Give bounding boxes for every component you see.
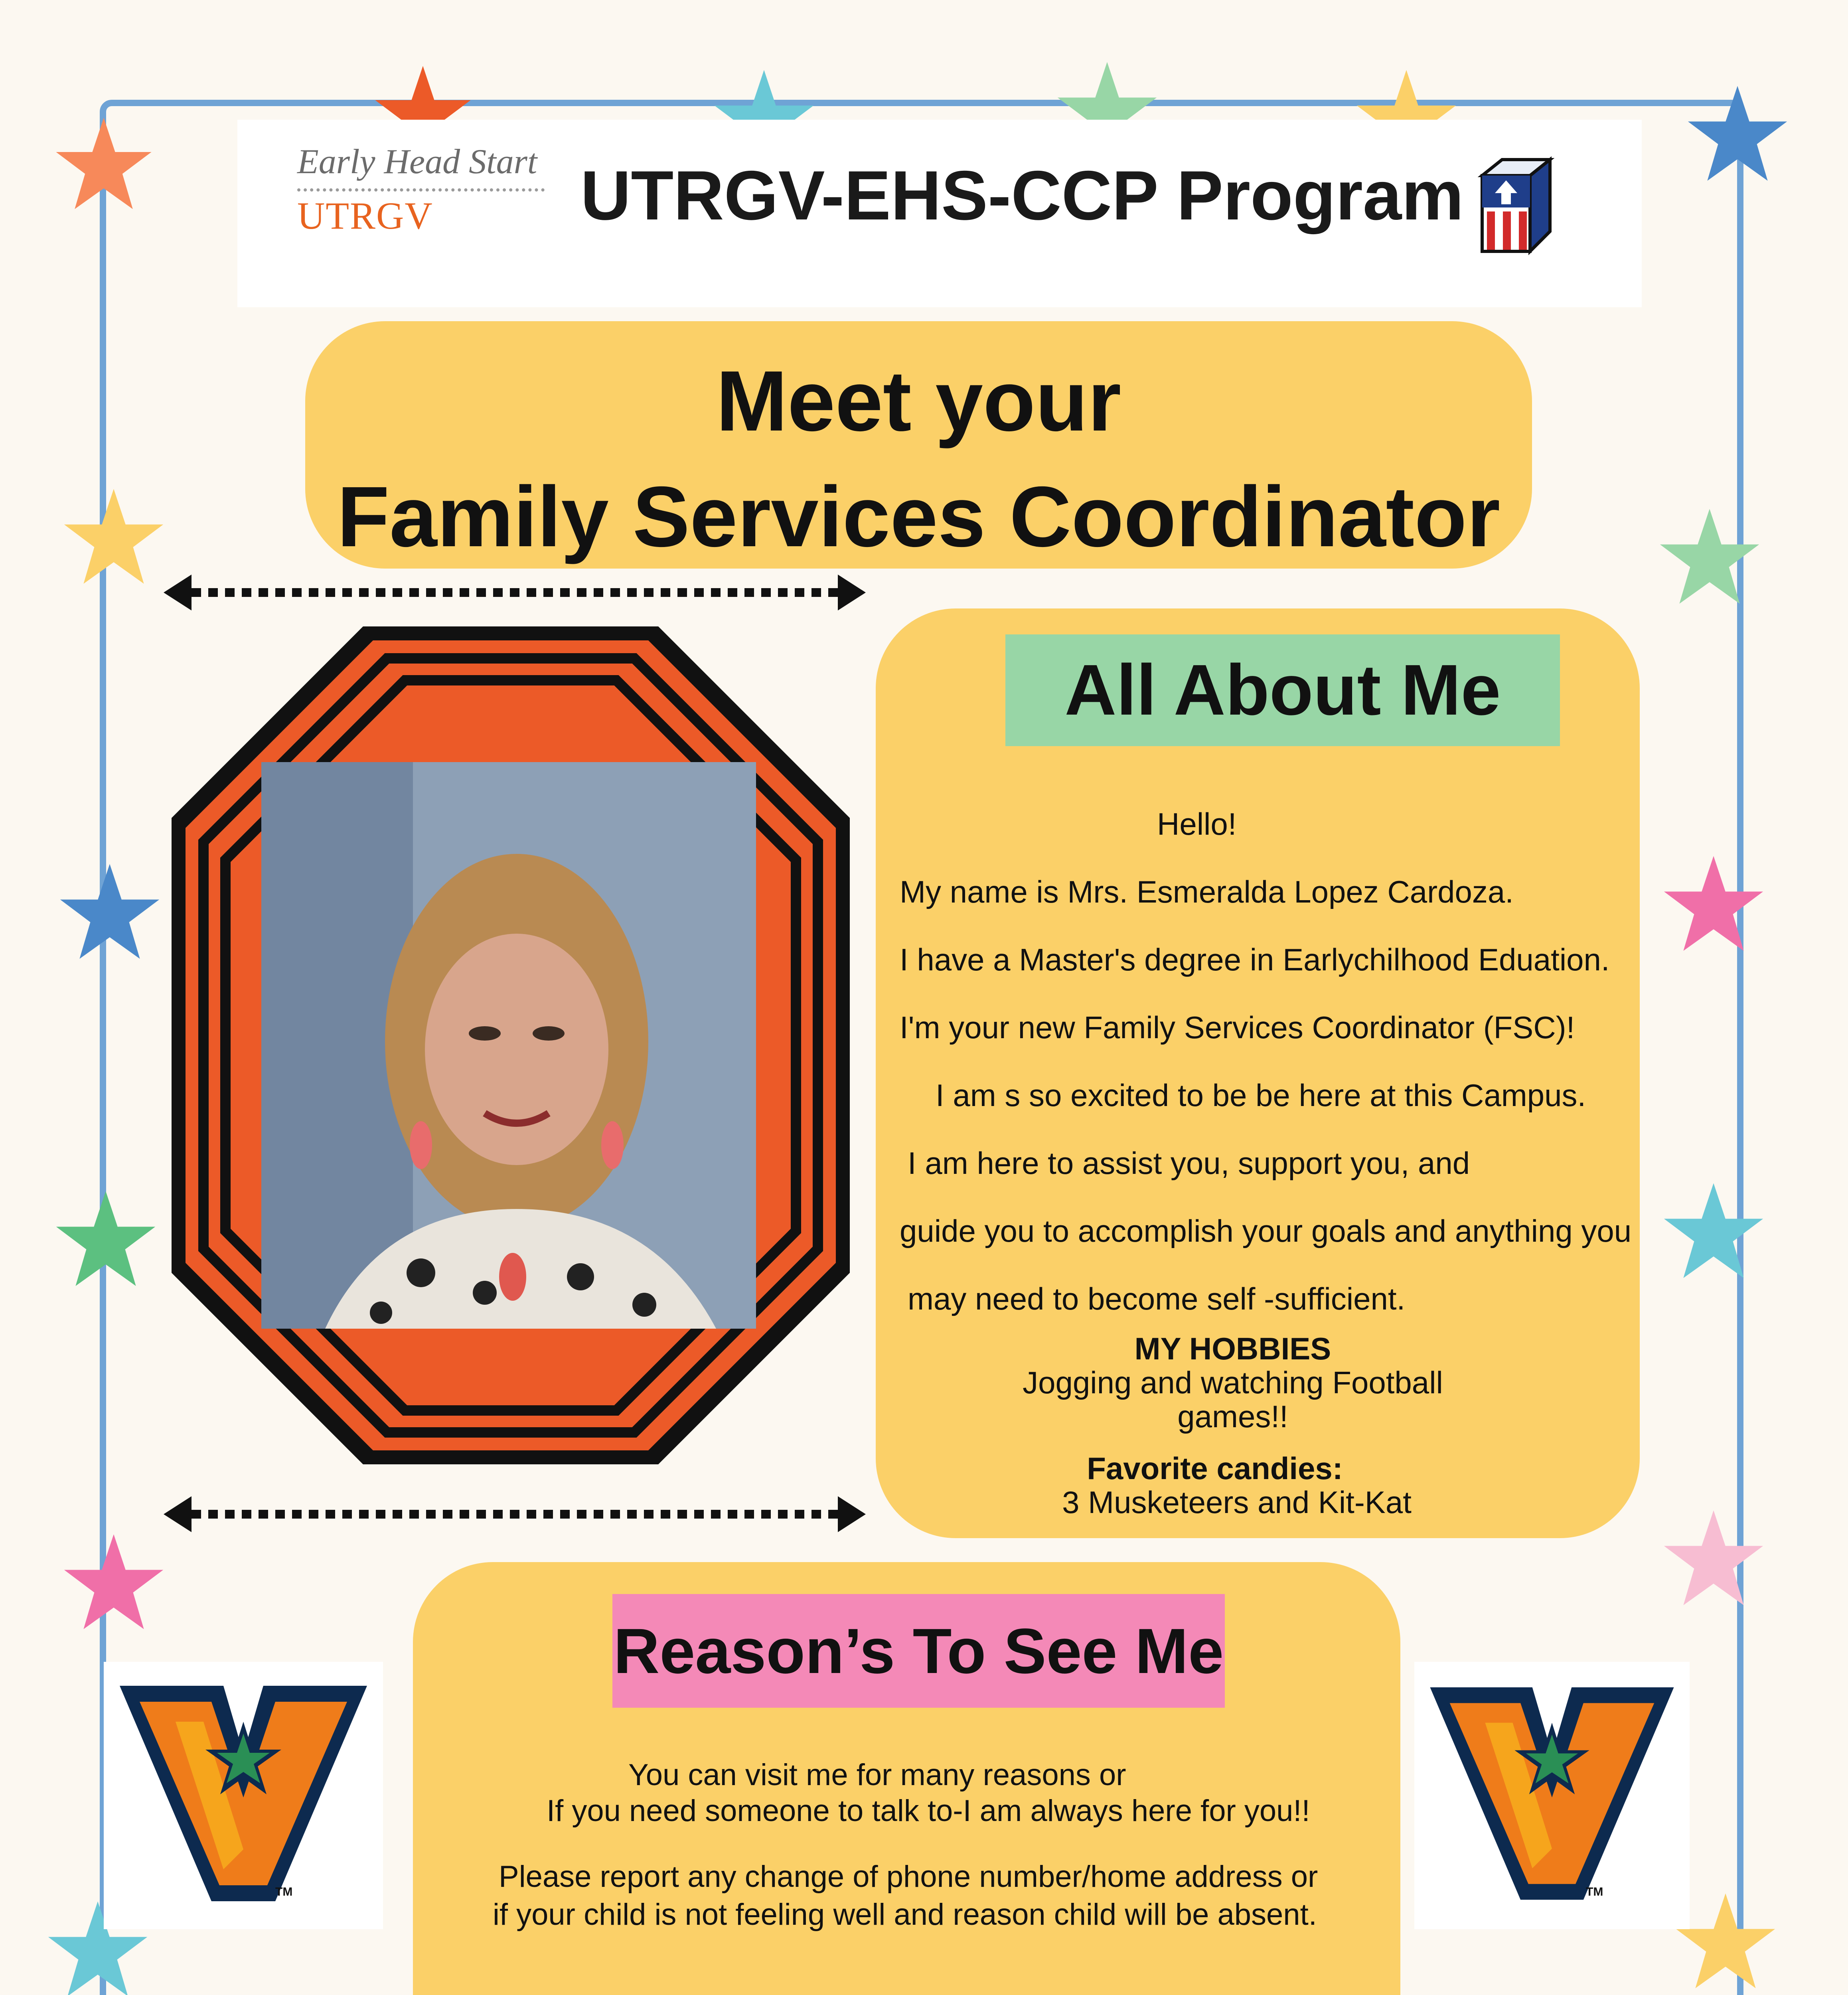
star-icon	[60, 1532, 168, 1640]
page-title-line2: Family Services Coordinator	[337, 468, 1501, 565]
coordinator-photo	[261, 762, 756, 1329]
about-line: Hello!	[1157, 806, 1237, 841]
about-line: My name is Mrs. Esmeralda Lopez Cardoza.	[900, 874, 1514, 909]
star-icon	[1660, 1181, 1767, 1289]
star-icon	[1656, 507, 1763, 614]
reason-line: If you need someone to talk to-I am always here for you!!	[547, 1794, 1310, 1828]
star-icon	[1684, 84, 1791, 192]
portrait-image	[261, 762, 756, 1329]
candies-text: 3 Musketeers and Kit-Kat	[1062, 1485, 1412, 1520]
reason-line: Please report any change of phone number/home address or	[499, 1860, 1318, 1894]
about-line: I have a Master's degree in Earlychilhood Eduation.	[900, 942, 1610, 977]
utrgv-v-logo-left	[104, 1662, 383, 1929]
reasons-heading: Reason’s To See Me	[612, 1594, 1225, 1708]
trademark-mark: TM	[275, 1885, 293, 1898]
dotted-arrow-bottom	[160, 1488, 870, 1540]
hobbies-text: games!!	[1177, 1399, 1288, 1434]
star-icon	[56, 862, 164, 970]
hobbies-heading: MY HOBBIES	[1134, 1331, 1331, 1366]
hobbies-text: Jogging and watching Football	[1023, 1365, 1443, 1400]
v-logo-icon	[104, 1662, 383, 1929]
star-icon	[1660, 1508, 1767, 1616]
program-header	[237, 120, 1642, 307]
reason-line: You can visit me for many reasons or	[628, 1758, 1126, 1792]
about-line: I am s so excited to be be here at this Campus.	[936, 1078, 1586, 1113]
program-title: UTRGV-EHS-CCP Program	[580, 157, 1464, 235]
star-icon	[52, 1189, 160, 1297]
v-logo-icon	[1414, 1662, 1690, 1929]
candies-heading: Favorite candies:	[1087, 1451, 1343, 1486]
logo-divider	[297, 188, 545, 192]
utrgv-logo-text: UTRGV	[297, 194, 433, 237]
about-line: may need to become self -sufficient.	[908, 1281, 1406, 1316]
reason-line: if your child is not feeling well and reason child will be absent.	[493, 1898, 1317, 1932]
head-start-cube-icon	[1458, 152, 1562, 271]
star-icon	[52, 116, 156, 219]
about-line: guide you to accomplish your goals and anything you	[900, 1213, 1632, 1248]
star-icon	[60, 487, 168, 595]
about-heading: All About Me	[1005, 634, 1560, 746]
about-line: I'm your new Family Services Coordinator (FSC)!	[900, 1010, 1575, 1045]
page-title-line1: Meet your	[716, 353, 1121, 449]
title-panel	[305, 321, 1532, 569]
trademark-mark: TM	[1586, 1885, 1603, 1898]
about-line: I am here to assist you, support you, and	[908, 1146, 1470, 1181]
ehs-logo-text: Early Head Start	[297, 142, 537, 181]
utrgv-v-logo-right	[1414, 1662, 1690, 1929]
star-icon	[1660, 854, 1767, 962]
